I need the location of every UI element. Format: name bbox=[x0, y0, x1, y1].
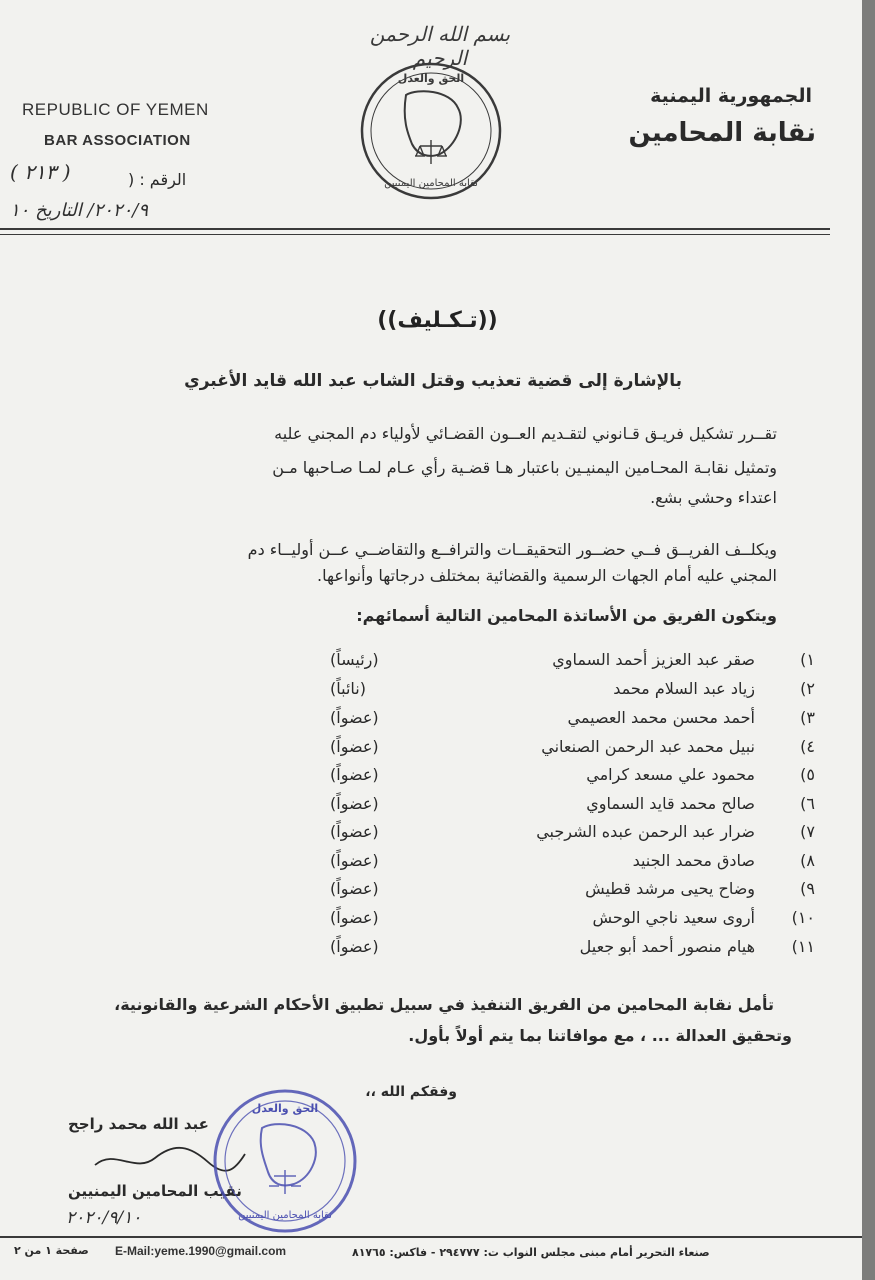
stamp-text-bottom: نقابة المحامين اليمنيين bbox=[238, 1210, 332, 1221]
member-name: محمود علي مسعد كرامي bbox=[586, 765, 755, 784]
member-name: زياد عبد السلام محمد bbox=[613, 679, 755, 698]
reference-number: ( ٢١٣ ) bbox=[10, 160, 71, 184]
member-number: ٧) bbox=[800, 822, 815, 841]
member-number: ٥) bbox=[800, 765, 815, 784]
member-name: هيام منصور أحمد أبو جعيل bbox=[579, 937, 755, 956]
member-number: ٦) bbox=[800, 794, 815, 813]
member-role: (عضواً) bbox=[330, 708, 379, 727]
member-role: (عضواً) bbox=[330, 851, 379, 870]
member-name: أروى سعيد ناجي الوحش bbox=[592, 908, 755, 927]
document-subject: بالإشارة إلى قضية تعذيب وقتل الشاب عبد الله قايد الأغبري bbox=[184, 371, 682, 391]
member-name: صادق محمد الجنيد bbox=[632, 851, 755, 870]
member-name: ضرار عبد الرحمن عبده الشرجبي bbox=[536, 822, 755, 841]
member-row bbox=[330, 737, 815, 765]
member-name: نبيل محمد عبد الرحمن الصنعاني bbox=[541, 737, 755, 756]
member-role: (عضواً) bbox=[330, 794, 379, 813]
country-name-en: REPUBLIC OF YEMEN bbox=[22, 100, 209, 119]
footer-email: E-Mail:yeme.1990@gmail.com bbox=[115, 1244, 287, 1258]
member-row bbox=[330, 822, 815, 850]
member-role: (نائباً) bbox=[330, 679, 366, 698]
member-number: ٩) bbox=[800, 879, 815, 898]
document-title: ((تـكـليف)) bbox=[377, 308, 498, 333]
member-number: ١١) bbox=[791, 937, 815, 956]
member-number: ١٠) bbox=[791, 908, 815, 927]
member-row bbox=[330, 908, 815, 936]
paragraph-1-line: اعتداء وحشي بشع. bbox=[650, 488, 777, 507]
member-role: (عضواً) bbox=[330, 737, 379, 756]
signatory-name: عبد الله محمد راجح bbox=[68, 1115, 209, 1133]
paragraph-2-line: المجني عليه أمام الجهات الرسمية والقضائية بمختلف درجاتها وأنواعها. bbox=[317, 566, 777, 585]
member-name: صقر عبد العزيز أحمد السماوي bbox=[552, 650, 755, 669]
member-role: (عضواً) bbox=[330, 765, 379, 784]
header-divider-bottom bbox=[0, 234, 830, 235]
member-row bbox=[330, 879, 815, 907]
footer-divider bbox=[0, 1236, 862, 1238]
signatory-title: نقيب المحامين اليمنيين bbox=[68, 1182, 242, 1200]
member-role: (عضواً) bbox=[330, 937, 379, 956]
signature-date: ٢٠٢٠/٩/١٠ bbox=[66, 1208, 142, 1228]
paragraph-1-line: تقــرر تشكيل فريـق قـانوني لتقـديم العــون القضـائي لأولياء دم المجني عليه bbox=[274, 424, 777, 443]
paragraph-1-line: وتمثيل نقابـة المحـامين اليمنيـين باعتبار هـا قضـية رأي عـام لمـا صـاحبها مـن bbox=[272, 458, 777, 477]
association-name-ar: نقابة المحامين bbox=[628, 118, 816, 148]
team-intro-line: ويتكون الفريق من الأساتذة المحامين التالية أسمائهم: bbox=[356, 606, 777, 625]
member-number: ٢) bbox=[800, 679, 815, 698]
association-name-en: BAR ASSOCIATION bbox=[44, 132, 191, 149]
closing-line: وتحقيق العدالة ... ، مع موافاتنا بما يتم أولاً بأول. bbox=[408, 1026, 792, 1045]
member-row bbox=[330, 851, 815, 879]
member-name: أحمد محسن محمد العصيمي bbox=[567, 708, 755, 727]
footer-page-number: صفحة ١ من ٢ bbox=[14, 1244, 89, 1257]
regards-line: وفقكم الله ،، bbox=[365, 1084, 457, 1100]
member-role: (رئيساً) bbox=[330, 650, 379, 669]
stamp-text-top: الحق والعدل bbox=[251, 1102, 319, 1115]
member-role: (عضواً) bbox=[330, 822, 379, 841]
member-number: ١) bbox=[800, 650, 815, 669]
member-role: (عضواً) bbox=[330, 908, 379, 927]
member-number: ٤) bbox=[800, 737, 815, 756]
header-emblem-text-bottom: نقابة المحامين اليمنيين bbox=[384, 178, 478, 189]
reference-label: الرقم : ( bbox=[128, 170, 187, 189]
header-emblem-seal bbox=[358, 60, 504, 202]
header-divider-top bbox=[0, 228, 830, 230]
paragraph-2-line: ويكلــف الفريــق فــي حضــور التحقيقــات والترافــع والتقاضــي عــن أوليــاء دم bbox=[247, 540, 777, 559]
closing-line: تأمل نقابة المحامين من الفريق التنفيذ في سبيل تطبيق الأحكام الشرعية والقانونية، bbox=[114, 995, 774, 1014]
member-name: وضاح يحيى مرشد قطيش bbox=[585, 879, 755, 898]
member-row bbox=[330, 765, 815, 793]
member-row bbox=[330, 937, 815, 965]
member-number: ٣) bbox=[800, 708, 815, 727]
member-row bbox=[330, 794, 815, 822]
member-row bbox=[330, 650, 815, 678]
member-row bbox=[330, 708, 815, 736]
footer-address: صنعاء التحرير أمام مبنى مجلس النواب ت: ٢٩٤٧٧٧ - فاكس: ٨١٧٦٥ bbox=[352, 1246, 710, 1259]
member-row bbox=[330, 679, 815, 707]
header-emblem-text-top: الحق والعدل bbox=[397, 72, 465, 85]
member-role: (عضواً) bbox=[330, 879, 379, 898]
member-number: ٨) bbox=[800, 851, 815, 870]
basmala: بسم الله الرحمن الرحيم bbox=[369, 22, 511, 70]
country-name-ar: الجمهورية اليمنية bbox=[650, 85, 812, 107]
document-date: ٢٠٢٠/٩/ التاريخ ١٠ bbox=[10, 200, 148, 221]
official-stamp bbox=[210, 1086, 360, 1236]
member-name: صالح محمد قايد السماوي bbox=[586, 794, 755, 813]
